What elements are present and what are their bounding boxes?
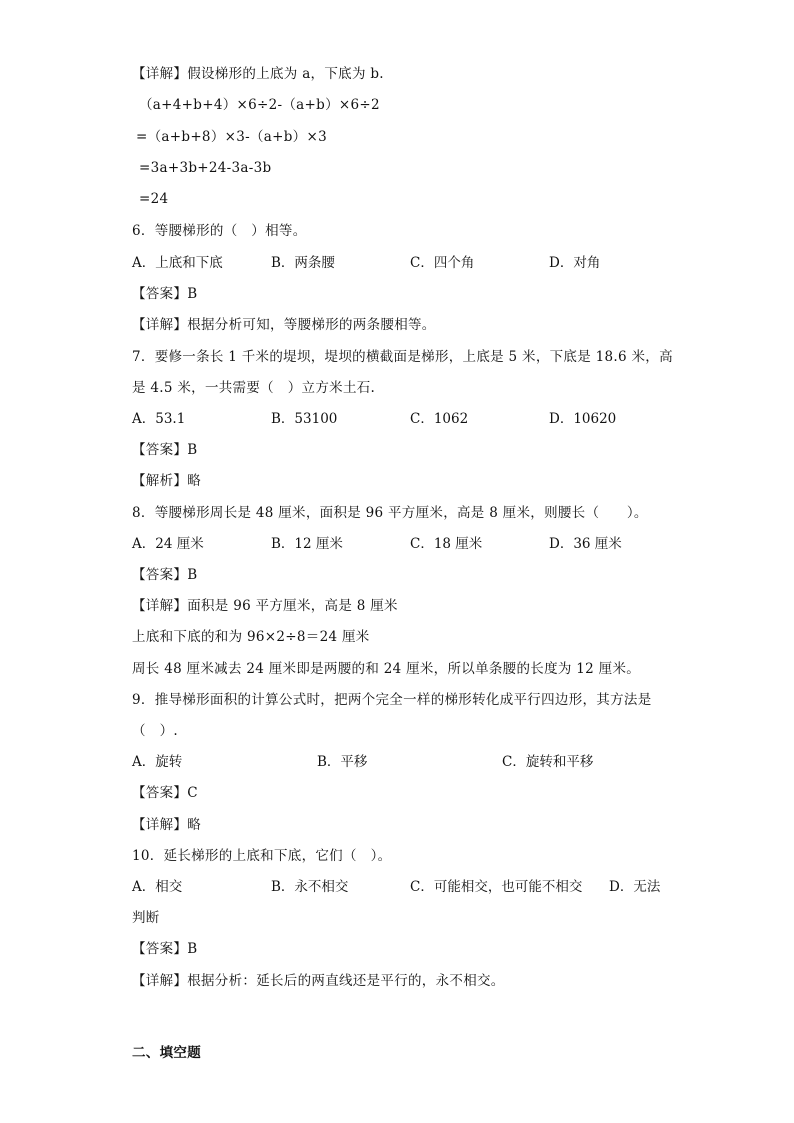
q10-option-b: B．永不相交 <box>271 879 349 895</box>
q10-option-d: D．无法 <box>609 879 661 895</box>
q7-option-d: D．10620 <box>549 411 617 427</box>
question-8: 8．等腰梯形周长是 48 厘米，面积是 96 平方厘米，高是 8 厘米，则腰长（ ）。 <box>132 505 648 521</box>
question-6: 6．等腰梯形的（ ）相等。 <box>132 223 307 239</box>
q7-option-a: A．53.1 <box>132 411 186 427</box>
q8-explanation-line-1: 【详解】面积是 96 平方厘米，高是 8 厘米 <box>132 598 398 614</box>
q5-formula-line-3: =3a+3b+24-3a-3b <box>139 160 272 176</box>
question-10: 10．延长梯形的上底和下底，它们（ ）。 <box>132 848 392 864</box>
q7-analysis: 【解析】略 <box>132 473 201 489</box>
q8-option-a: A．24 厘米 <box>132 536 204 552</box>
q10-option-d-wrap: 判断 <box>132 910 160 926</box>
q6-answer: 【答案】B <box>132 286 198 302</box>
q6-option-a: A．上底和下底 <box>132 255 223 271</box>
q9-option-a: A．旋转 <box>132 754 183 770</box>
q6-option-d: D．对角 <box>549 255 601 271</box>
q6-option-c: C．四个角 <box>410 255 475 271</box>
q8-option-b: B．12 厘米 <box>271 536 343 552</box>
section-heading-fill-in: 二、填空题 <box>132 1045 201 1061</box>
q5-formula-result: =24 <box>139 191 169 207</box>
q10-explanation: 【详解】根据分析：延长后的两直线还是平行的，永不相交。 <box>132 973 505 989</box>
q8-explanation-line-2: 上底和下底的和为 96×2÷8＝24 厘米 <box>132 629 370 645</box>
q7-answer: 【答案】B <box>132 442 198 458</box>
question-7-line-1: 7．要修一条长 1 千米的堤坝，堤坝的横截面是梯形，上底是 5 米，下底是 18.6 米，高 <box>132 349 673 365</box>
q8-option-d: D．36 厘米 <box>549 536 622 552</box>
q8-answer: 【答案】B <box>132 567 198 583</box>
q10-option-a: A．相交 <box>132 879 183 895</box>
q9-option-c: C．旋转和平移 <box>502 754 594 770</box>
q7-option-b: B．53100 <box>271 411 338 427</box>
q8-explanation-line-3: 周长 48 厘米减去 24 厘米即是两腰的和 24 厘米，所以单条腰的长度为 12 厘米。 <box>132 661 641 677</box>
q8-option-c: C．18 厘米 <box>410 536 483 552</box>
q10-option-c: C．可能相交，也可能不相交 <box>410 879 583 895</box>
question-7-line-2: 是 4.5 米，一共需要（ ）立方米土石. <box>132 380 376 396</box>
q9-option-b: B．平移 <box>317 754 368 770</box>
q5-explanation-line: 【详解】假设梯形的上底为 a，下底为 b. <box>132 66 384 82</box>
q5-formula-line-2: =（a+b+8）×3-（a+b）×3 <box>136 129 327 145</box>
q6-explanation: 【详解】根据分析可知，等腰梯形的两条腰相等。 <box>132 317 436 333</box>
question-9-line-1: 9．推导梯形面积的计算公式时，把两个完全一样的梯形转化成平行四边形，其方法是 <box>132 692 652 708</box>
question-9-line-2: （ ）. <box>132 723 178 739</box>
q9-answer: 【答案】C <box>132 785 198 801</box>
q7-option-c: C．1062 <box>410 411 469 427</box>
q10-answer: 【答案】B <box>132 941 198 957</box>
q9-explanation: 【详解】略 <box>132 817 201 833</box>
q6-option-b: B．两条腰 <box>271 255 335 271</box>
q5-formula-line-1: （a+4+b+4）×6÷2-（a+b）×6÷2 <box>139 97 380 113</box>
